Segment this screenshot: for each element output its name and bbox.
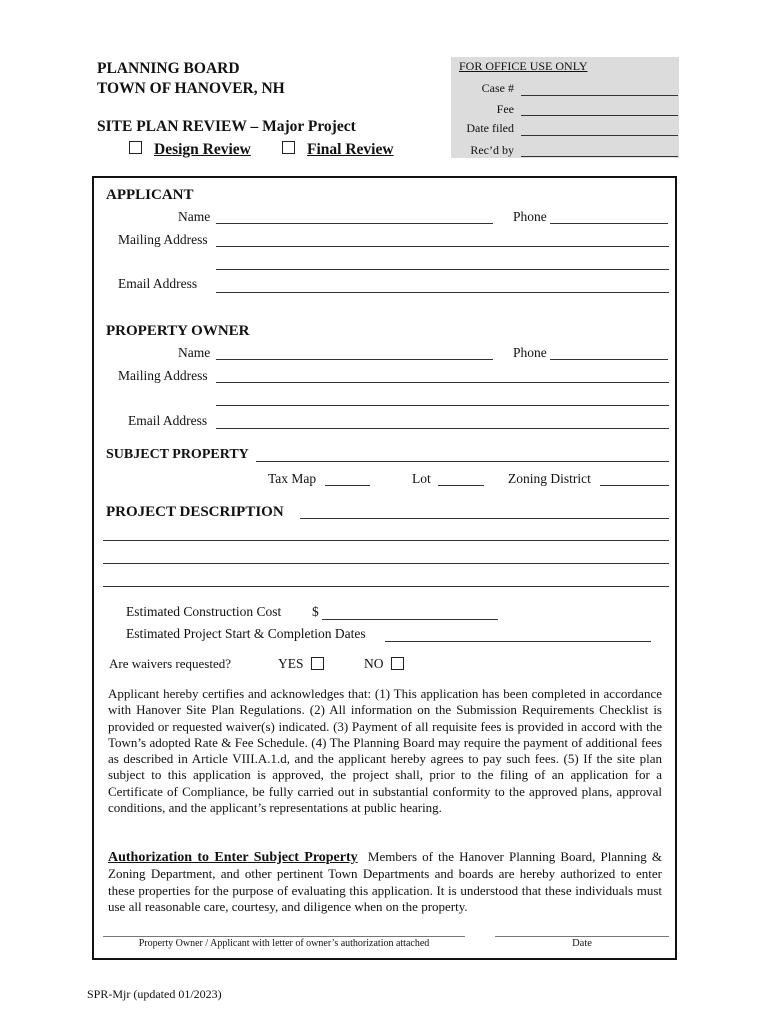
currency-symbol: $ [312, 604, 319, 619]
project-description-line-4[interactable] [103, 586, 669, 587]
owner-phone-field[interactable] [550, 359, 668, 360]
owner-email-field[interactable] [216, 428, 669, 429]
application-box [92, 176, 677, 960]
owner-email-label: Email Address [128, 413, 208, 428]
applicant-phone-label: Phone [513, 209, 547, 224]
design-review-checkbox[interactable] [129, 141, 142, 154]
date-filed-field[interactable] [521, 135, 678, 136]
owner-mailing-field-2[interactable] [216, 405, 669, 406]
recd-by-label: Rec’d by [470, 143, 514, 157]
owner-signature-line[interactable] [103, 936, 465, 937]
subject-property-field[interactable] [256, 461, 669, 462]
authorization-text: Members of the Hanover Planning Board, Planning & Zoning Department, and other pertinent Town Departments and boards are hereby authorized to enter these properties for the purpose of evaluating this application. It is understood that these individuals must use all reasonable care, courtesy, and diligence when on the property. [108, 849, 662, 914]
date-label: Date [572, 938, 592, 949]
design-review-label: Design Review [154, 141, 251, 158]
project-dates-label: Estimated Project Start & Completion Dates [126, 626, 366, 641]
authorization-title: Authorization to Enter Subject Property [108, 850, 358, 865]
lot-field[interactable] [438, 485, 484, 486]
applicant-email-field[interactable] [216, 292, 669, 293]
tax-map-field[interactable] [325, 485, 370, 486]
date-signature-line[interactable] [495, 936, 669, 937]
final-review-label: Final Review [307, 141, 394, 158]
certification-text: Applicant hereby certifies and acknowledges that: (1) This application has been completed in accordance with Hanover Site Plan Regulations. (2) All information on the Submission Requirements Checklist is provided or requested waiver(s) indicated. (3) Payment of all requisite fees is provided in accord with the Town’s adopted Rate & Fee Schedule. (4) The Planning Board may require the payment of additional fees as described in Article VIII.A.1.d, and the applicant hereby agrees to pay such fees. (5) If the site plan subject to this application is approved, the project shall, prior to the filing of an application for a Certificate of Compliance, be fully carried out in substantial conformity to the approved plans, approval conditions, and the applicant’s representations at public hearing. [108, 686, 662, 816]
applicant-email-label: Email Address [118, 276, 198, 291]
waivers-no-checkbox[interactable] [391, 657, 404, 670]
project-dates-field[interactable] [385, 641, 651, 642]
zoning-district-field[interactable] [600, 485, 669, 486]
date-filed-label: Date filed [466, 121, 514, 135]
tax-map-label: Tax Map [268, 471, 317, 486]
waivers-yes-label: YES [278, 656, 304, 671]
applicant-name-field[interactable] [216, 223, 493, 224]
zoning-district-label: Zoning District [508, 471, 591, 486]
owner-heading: PROPERTY OWNER [106, 323, 250, 339]
fee-field[interactable] [521, 115, 678, 116]
applicant-heading: APPLICANT [106, 187, 194, 203]
applicant-mailing-field-2[interactable] [216, 269, 669, 270]
form-title: SITE PLAN REVIEW – Major Project [97, 118, 356, 135]
project-description-heading: PROJECT DESCRIPTION [106, 504, 284, 520]
case-label: Case # [481, 81, 514, 95]
board-title: PLANNING BOARD [97, 60, 240, 77]
project-description-field[interactable] [300, 518, 669, 519]
case-field[interactable] [521, 95, 678, 96]
final-review-checkbox[interactable] [282, 141, 295, 154]
waivers-question: Are waivers requested? [109, 656, 231, 671]
owner-signature-label: Property Owner / Applicant with letter of owner’s authorization attached [138, 938, 430, 949]
lot-label: Lot [412, 471, 431, 486]
waivers-no-label: NO [364, 656, 384, 671]
applicant-phone-field[interactable] [550, 223, 668, 224]
applicant-mailing-label: Mailing Address [118, 232, 208, 247]
office-use-box [451, 57, 679, 158]
owner-name-label: Name [178, 345, 211, 360]
authorization-paragraph [108, 849, 662, 915]
construction-cost-label: Estimated Construction Cost [126, 604, 282, 619]
recd-by-field[interactable] [521, 156, 678, 157]
town-title: TOWN OF HANOVER, NH [97, 80, 285, 97]
waivers-yes-checkbox[interactable] [311, 657, 324, 670]
form-footer: SPR-Mjr (updated 01/2023) [87, 987, 222, 1001]
construction-cost-field[interactable] [322, 619, 498, 620]
project-description-line-2[interactable] [103, 540, 669, 541]
owner-name-field[interactable] [216, 359, 493, 360]
owner-mailing-label: Mailing Address [118, 368, 208, 383]
fee-label: Fee [496, 102, 514, 116]
office-use-title: FOR OFFICE USE ONLY [459, 59, 588, 73]
applicant-mailing-field[interactable] [216, 246, 669, 247]
project-description-line-3[interactable] [103, 563, 669, 564]
applicant-name-label: Name [178, 209, 211, 224]
owner-phone-label: Phone [513, 345, 547, 360]
owner-mailing-field[interactable] [216, 382, 669, 383]
subject-property-heading: SUBJECT PROPERTY [106, 447, 249, 462]
